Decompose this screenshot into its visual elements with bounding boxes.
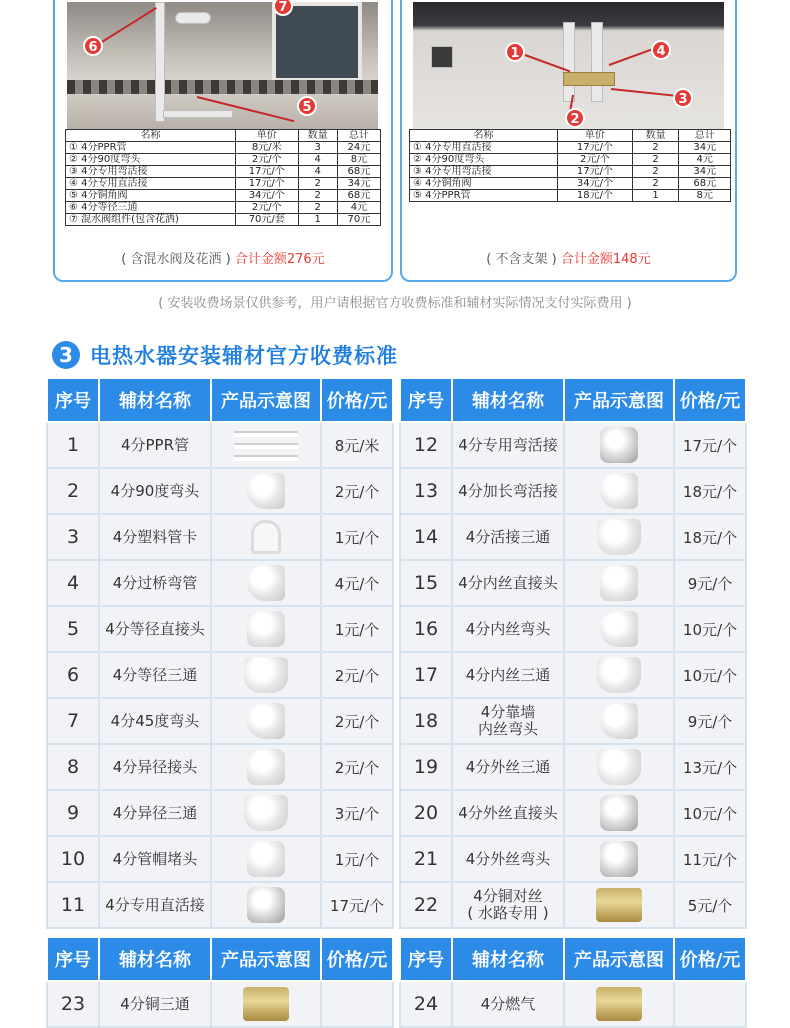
fitting-dark-icon: [247, 887, 285, 923]
cell-price: 2元/个: [235, 202, 298, 214]
table-row: [410, 190, 731, 202]
cell-name: 4分管帽堵头: [99, 836, 211, 882]
marker-6: 6: [83, 36, 103, 56]
cell-price: 3元/个: [321, 790, 393, 836]
header-price: 价格/元: [321, 378, 393, 422]
marker-3: 3: [673, 88, 693, 108]
cell-total: 68元: [337, 166, 380, 178]
brass-nipple-icon: [596, 888, 642, 922]
cell-price: 18元/个: [674, 468, 746, 514]
tile-border: [67, 80, 378, 94]
cell-price: 1元/个: [321, 514, 393, 560]
cell-price: 18元/个: [558, 190, 633, 202]
table-row: [400, 882, 746, 928]
table-row: [410, 142, 731, 154]
header-name: 辅材名称: [452, 378, 564, 422]
cell-image: [211, 652, 321, 698]
table-row: [400, 560, 746, 606]
header-image: 产品示意图: [564, 378, 674, 422]
marker-line: [609, 47, 657, 66]
cell-no: 1: [47, 422, 99, 468]
header-no: 序号: [400, 937, 452, 981]
col-qty: 数量: [298, 130, 337, 142]
fitting-elbow-icon: [600, 703, 638, 739]
cell-qty: 2: [632, 178, 679, 190]
cell-price: 5元/个: [674, 882, 746, 928]
cell-image: [211, 882, 321, 928]
cell-no: 24: [400, 981, 452, 1027]
col-total: 总计: [679, 130, 731, 142]
table-row: [47, 652, 393, 698]
fitting-elbow-icon: [600, 611, 638, 647]
cell-image: [211, 468, 321, 514]
table-row: [410, 178, 731, 190]
cell-no: 21: [400, 836, 452, 882]
header-no: 序号: [47, 378, 99, 422]
cell-name: 4分等径三通: [99, 652, 211, 698]
cell-price: 9元/个: [674, 698, 746, 744]
cell-qty: 2: [298, 178, 337, 190]
table-row: [66, 190, 381, 202]
cell-name: 4分加长弯活接: [452, 468, 564, 514]
cell-image: [211, 698, 321, 744]
col-unit-price: 单价: [235, 130, 298, 142]
table-row: [400, 981, 746, 1027]
cell-price: 34元/个: [235, 190, 298, 202]
section-title: 电热水器安装辅材官方收费标准: [90, 344, 398, 368]
cell-total: 8元: [337, 154, 380, 166]
cell-name: 4分PPR管: [99, 422, 211, 468]
cell-price: 2元/个: [321, 652, 393, 698]
fitting-dark-icon: [600, 841, 638, 877]
cell-name: 4分塑料管卡: [99, 514, 211, 560]
table-row: [47, 422, 393, 468]
cell-no: 9: [47, 790, 99, 836]
cell-name: 4分异径三通: [99, 790, 211, 836]
cell-price: 1元/个: [321, 606, 393, 652]
cell-image: [211, 560, 321, 606]
cell-image: [211, 422, 321, 468]
cell-no: 12: [400, 422, 452, 468]
cell-price: 1元/个: [321, 836, 393, 882]
price-table-left-next: [46, 936, 394, 1028]
cell-no: 7: [47, 698, 99, 744]
cell-name: 4分专用弯活接: [452, 422, 564, 468]
cell-image: [211, 981, 321, 1027]
cell-price: 34元/个: [558, 178, 633, 190]
angle-valves: [563, 72, 615, 86]
table-row: [400, 744, 746, 790]
table-row: [410, 154, 731, 166]
fitting-elbow-icon: [247, 565, 285, 601]
cell-price: 13元/个: [674, 744, 746, 790]
cell-name: 4分外丝直接头: [452, 790, 564, 836]
cell-qty: 2: [632, 154, 679, 166]
header-name: 辅材名称: [452, 937, 564, 981]
cell-qty: 4: [298, 166, 337, 178]
cell-price: 10元/个: [674, 652, 746, 698]
cell-no: 14: [400, 514, 452, 560]
col-qty: 数量: [632, 130, 679, 142]
table-row: [47, 882, 393, 928]
fitting-icon: [600, 565, 638, 601]
fitting-icon: [247, 611, 285, 647]
table-row: [47, 468, 393, 514]
marker-line: [611, 88, 675, 97]
cell-price: 17元/个: [235, 178, 298, 190]
header-name: 辅材名称: [99, 937, 211, 981]
cell-total: 34元: [679, 142, 731, 154]
table-row: [66, 166, 381, 178]
install-example-card-heater: [400, 0, 737, 282]
inlet-pipe: [563, 22, 575, 102]
cell-name: ② 4分90度弯头: [410, 154, 558, 166]
table-header-row: [47, 937, 393, 981]
cell-image: [564, 422, 674, 468]
shower-install-cost-table: [65, 129, 381, 226]
cell-no: 23: [47, 981, 99, 1027]
fitting-dark-icon: [600, 795, 638, 831]
cell-qty: 2: [632, 166, 679, 178]
fitting-icon: [247, 841, 285, 877]
total-amount: 合计金额276元: [234, 252, 325, 267]
cell-total: 24元: [337, 142, 380, 154]
col-name: 名称: [410, 130, 558, 142]
cell-price: 2元/个: [235, 154, 298, 166]
header-price: 价格/元: [674, 937, 746, 981]
heater-install-cost-table: [409, 129, 731, 202]
install-example-card-shower: [53, 0, 393, 282]
floor-pipe: [163, 110, 233, 118]
table-row: [66, 142, 381, 154]
cell-price: 8元/米: [235, 142, 298, 154]
cell-total: 70元: [337, 214, 380, 226]
cell-name: 4分内丝直接头: [452, 560, 564, 606]
col-name: 名称: [66, 130, 236, 142]
table-row: [47, 560, 393, 606]
table-header-row: [400, 937, 746, 981]
cell-name: 4分专用直活接: [99, 882, 211, 928]
cell-no: 16: [400, 606, 452, 652]
cell-image: [564, 468, 674, 514]
table-row: [47, 981, 393, 1027]
cell-name: 4分过桥弯管: [99, 560, 211, 606]
brass-tee-icon: [243, 987, 289, 1021]
cell-price: 2元/个: [321, 698, 393, 744]
cell-price: [674, 981, 746, 1027]
cell-name: ① 4分PPR管: [66, 142, 236, 154]
cell-total: 68元: [679, 178, 731, 190]
cell-price: 8元/米: [321, 422, 393, 468]
cell-no: 22: [400, 882, 452, 928]
cell-no: 8: [47, 744, 99, 790]
cell-image: [564, 560, 674, 606]
cell-name: [452, 882, 564, 928]
table-row: [400, 652, 746, 698]
cell-price: 2元/个: [321, 468, 393, 514]
cell-name: ⑤ 4分铜角阀: [66, 190, 236, 202]
cell-name: 4分活接三通: [452, 514, 564, 560]
fitting-tee-icon: [597, 657, 641, 693]
cell-name-line: 4分铜对丝: [473, 887, 543, 905]
cell-image: [564, 606, 674, 652]
cell-image: [564, 882, 674, 928]
header-no: 序号: [47, 937, 99, 981]
cell-no: 19: [400, 744, 452, 790]
cell-total: 34元: [337, 178, 380, 190]
cell-price: 70元/套: [235, 214, 298, 226]
table-row: [410, 166, 731, 178]
cell-price: 17元/个: [558, 142, 633, 154]
cell-price: 18元/个: [674, 514, 746, 560]
cell-name: ③ 4分专用弯活接: [410, 166, 558, 178]
cell-qty: 2: [632, 142, 679, 154]
table-row: [66, 154, 381, 166]
cell-no: 6: [47, 652, 99, 698]
cell-total: 8元: [679, 190, 731, 202]
section-heading: [52, 338, 398, 372]
header-price: 价格/元: [321, 937, 393, 981]
cell-qty: 4: [298, 154, 337, 166]
marker-line: [96, 7, 156, 46]
cell-name: 4分90度弯头: [99, 468, 211, 514]
fitting-tee-icon: [597, 749, 641, 785]
wall-outlet: [431, 46, 453, 68]
table-header-row: [410, 130, 731, 142]
cell-qty: 2: [298, 202, 337, 214]
cell-name: 4分燃气: [452, 981, 564, 1027]
header-image: 产品示意图: [211, 937, 321, 981]
marker-1: 1: [505, 42, 525, 62]
cell-price: 17元/个: [321, 882, 393, 928]
cell-price: 17元/个: [235, 166, 298, 178]
table-row: [66, 214, 381, 226]
marker-4: 4: [651, 40, 671, 60]
cell-total: 34元: [679, 166, 731, 178]
table-row: [47, 790, 393, 836]
cell-no: 2: [47, 468, 99, 514]
price-table-right-next: [399, 936, 747, 1028]
table-row: [47, 606, 393, 652]
header-image: 产品示意图: [211, 378, 321, 422]
cell-name: ④ 4分专用直活接: [66, 178, 236, 190]
cell-name: ⑤ 4分PPR管: [410, 190, 558, 202]
table-row: [400, 698, 746, 744]
header-price: 价格/元: [674, 378, 746, 422]
cell-no: 18: [400, 698, 452, 744]
table-row: [47, 744, 393, 790]
price-table-right: [399, 377, 747, 929]
cell-name: ② 4分90度弯头: [66, 154, 236, 166]
cell-price: 4元/个: [321, 560, 393, 606]
table-row: [47, 698, 393, 744]
price-table-left: [46, 377, 394, 929]
table-row: [66, 178, 381, 190]
cell-name: ⑦ 混水阀组件(包含花洒): [66, 214, 236, 226]
col-unit-price: 单价: [558, 130, 633, 142]
cell-name: 4分45度弯头: [99, 698, 211, 744]
table-header-row: [66, 130, 381, 142]
fitting-tee-icon: [244, 657, 288, 693]
cell-image: [211, 744, 321, 790]
cell-name: ③ 4分专用弯活接: [66, 166, 236, 178]
heater-install-photo: [413, 2, 724, 133]
cell-price: 9元/个: [674, 560, 746, 606]
cell-image: [564, 698, 674, 744]
table-header-row: [47, 378, 393, 422]
marker-5: 5: [297, 96, 317, 116]
cell-name-line: 内丝弯头: [477, 720, 538, 738]
cell-price: 2元/个: [321, 744, 393, 790]
cell-no: 3: [47, 514, 99, 560]
cell-price: 10元/个: [674, 790, 746, 836]
outlet-pipe: [591, 22, 603, 102]
cell-price: 17元/个: [558, 166, 633, 178]
mixer-valve: [175, 12, 211, 24]
cell-qty: 3: [298, 142, 337, 154]
cell-name: 4分异径接头: [99, 744, 211, 790]
cell-no: 20: [400, 790, 452, 836]
cell-price: 10元/个: [674, 606, 746, 652]
fitting-elbow-icon: [600, 473, 638, 509]
table-row: [400, 606, 746, 652]
pipe-clip-icon: [251, 520, 281, 554]
cell-image: [564, 836, 674, 882]
cell-name-line: ( 水路专用 ): [467, 904, 549, 922]
cell-name: 4分外丝三通: [452, 744, 564, 790]
table-row: [47, 836, 393, 882]
cell-image: [564, 790, 674, 836]
header-image: 产品示意图: [564, 937, 674, 981]
cell-no: 10: [47, 836, 99, 882]
cell-price: 11元/个: [674, 836, 746, 882]
cell-image: [564, 514, 674, 560]
header-name: 辅材名称: [99, 378, 211, 422]
disclaimer-text: ( 安装收费场景仅供参考，用户请根据官方收费标准和辅材实际情况支付实际费用 ): [158, 296, 632, 311]
total-line: [55, 248, 391, 267]
marker-7: 7: [273, 0, 293, 16]
shower-install-photo: [67, 2, 378, 133]
total-line: [402, 248, 735, 267]
cell-total: 68元: [337, 190, 380, 202]
cell-name: 4分外丝弯头: [452, 836, 564, 882]
cell-image: [211, 836, 321, 882]
shower-riser-pipe: [155, 2, 165, 122]
table-row: [400, 514, 746, 560]
table-row: [400, 422, 746, 468]
cell-image: [564, 981, 674, 1027]
cell-name: 4分等径直接头: [99, 606, 211, 652]
cell-price: 2元/个: [558, 154, 633, 166]
cell-qty: 1: [632, 190, 679, 202]
cell-no: 17: [400, 652, 452, 698]
fitting-tee-icon: [244, 795, 288, 831]
cell-price: [321, 981, 393, 1027]
section-number-badge: 3: [52, 341, 80, 369]
marker-2: 2: [565, 108, 585, 128]
cell-no: 5: [47, 606, 99, 652]
cell-image: [564, 744, 674, 790]
fitting-dark-icon: [600, 427, 638, 463]
total-note: ( 含混水阀及花洒 ): [121, 252, 231, 267]
table-row: [66, 202, 381, 214]
total-amount: 合计金额148元: [560, 252, 651, 267]
table-row: [47, 514, 393, 560]
fitting-icon: [247, 749, 285, 785]
cell-name: 4分铜三通: [99, 981, 211, 1027]
cell-name: ⑥ 4分等径三通: [66, 202, 236, 214]
fitting-tee-icon: [597, 519, 641, 555]
cell-no: 11: [47, 882, 99, 928]
cell-no: 4: [47, 560, 99, 606]
cell-image: [564, 652, 674, 698]
header-no: 序号: [400, 378, 452, 422]
cell-qty: 2: [298, 190, 337, 202]
fitting-elbow-icon: [247, 703, 285, 739]
cell-name: [452, 698, 564, 744]
cell-image: [211, 514, 321, 560]
cell-name: 4分内丝弯头: [452, 606, 564, 652]
cell-qty: 1: [298, 214, 337, 226]
fitting-elbow-icon: [247, 473, 285, 509]
col-total: 总计: [337, 130, 380, 142]
cell-total: 4元: [337, 202, 380, 214]
cell-name: 4分内丝三通: [452, 652, 564, 698]
table-row: [400, 468, 746, 514]
total-note: ( 不含支架 ): [486, 252, 557, 267]
table-header-row: [400, 378, 746, 422]
table-row: [400, 836, 746, 882]
cell-total: 4元: [679, 154, 731, 166]
cell-name: ④ 4分铜角阀: [410, 178, 558, 190]
gas-hose-icon: [596, 987, 642, 1021]
cell-no: 15: [400, 560, 452, 606]
cell-name-line: 4分靠墙: [480, 703, 536, 721]
cell-no: 13: [400, 468, 452, 514]
cell-name: ① 4分专用直活接: [410, 142, 558, 154]
cell-price: 17元/个: [674, 422, 746, 468]
table-row: [400, 790, 746, 836]
cell-image: [211, 606, 321, 652]
pipe-bundle-icon: [234, 425, 298, 465]
cell-image: [211, 790, 321, 836]
